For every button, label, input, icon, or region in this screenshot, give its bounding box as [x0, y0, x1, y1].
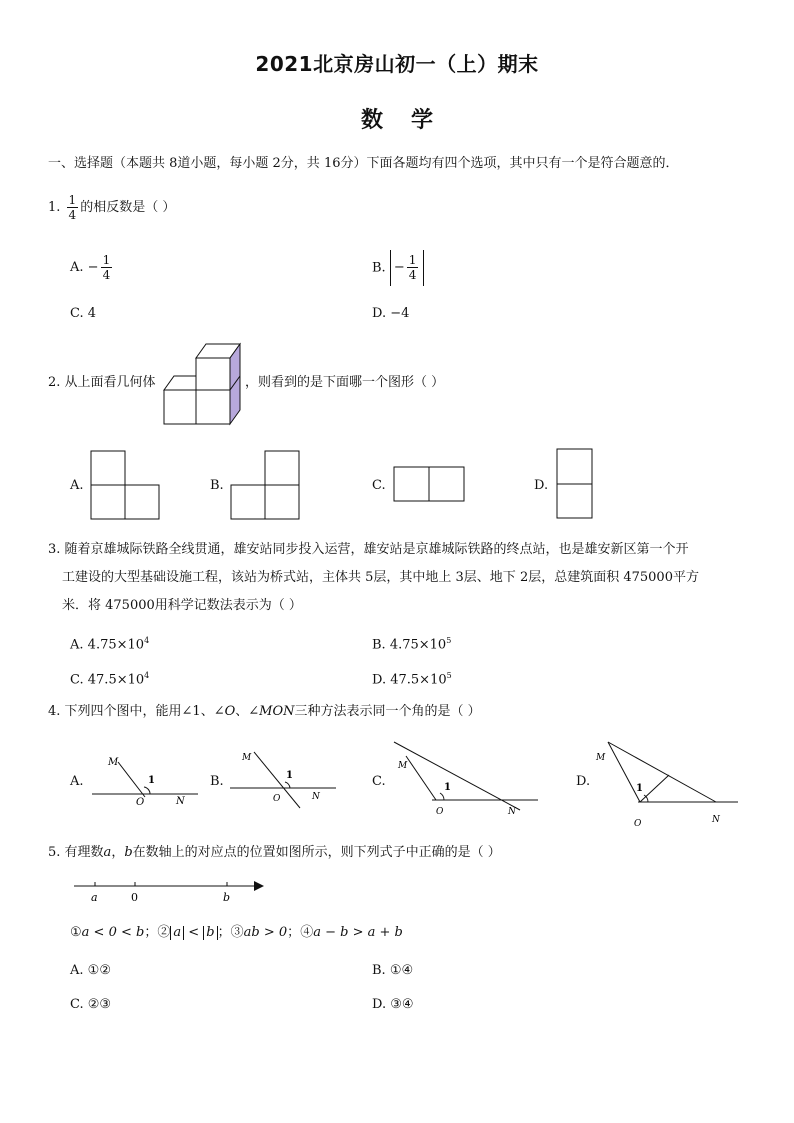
front-face [164, 390, 196, 424]
q4-option-a-label[interactable]: A. [70, 774, 84, 789]
label-m: M [242, 753, 252, 763]
label-m: M [398, 761, 408, 771]
q2-option-d-figure[interactable] [556, 448, 594, 520]
option-label: B. [372, 260, 386, 276]
question-2-stem-head: 2. 从上面看几何体 [48, 375, 156, 390]
math-symbol: a [103, 845, 112, 860]
q1-option-a[interactable] [70, 250, 114, 286]
q4-option-c-label[interactable]: C. [372, 774, 386, 789]
fraction-denominator: 4 [102, 268, 111, 282]
axis-label-zero: 0 [131, 891, 138, 904]
minus-sign: − [87, 260, 99, 275]
option-label: C. [70, 306, 84, 321]
q2-option-b-label[interactable]: B. [210, 478, 224, 493]
option-value: ①② [87, 963, 111, 978]
abs-b: b [203, 926, 217, 940]
option-label: A. [70, 637, 84, 653]
q4-option-a-figure[interactable] [90, 752, 200, 810]
label-o: O [273, 794, 281, 804]
label-o: O [136, 797, 145, 808]
section-heading: 一、选择题（本题共 8道小题，每小题 2分，共 16分）下面各题均有四个选项，其中只有一个是符合题意的． [48, 156, 679, 171]
stem-text: 的相反数是（ ） [80, 200, 176, 215]
exponent: 4 [144, 636, 150, 645]
label-n: N [176, 796, 185, 807]
label-n: N [508, 807, 516, 817]
q5-option-d[interactable] [372, 996, 414, 1014]
stem-text: 、∠ [235, 704, 260, 719]
q3-option-d[interactable] [372, 667, 452, 689]
q2-option-c-label[interactable]: C. [372, 478, 386, 493]
exponent: 5 [446, 636, 452, 645]
statement-marker: ① [70, 925, 82, 940]
option-value: 47.5×10 [87, 672, 145, 688]
number-line [70, 876, 270, 910]
question-3-line-1: 3. 随着京雄城际铁路全线贯通，雄安站同步投入运营，雄安站是京雄城际铁路的终点站，也是雄安新区第一个开 [48, 542, 689, 557]
option-label: A. [70, 963, 84, 978]
q4-option-b-label[interactable]: B. [210, 774, 224, 789]
option-value: −4 [390, 306, 410, 321]
q4-option-d-figure[interactable] [592, 740, 742, 830]
arrow-head [254, 881, 264, 891]
stem-text: ， [111, 845, 125, 860]
q2-option-a-label[interactable]: A. [70, 478, 84, 493]
option-label: D. [372, 672, 387, 688]
q5-option-c[interactable] [70, 996, 111, 1014]
option-value: 4.75×10 [389, 637, 447, 653]
statement-marker: ② [157, 925, 171, 940]
question-3-line-2: 工建设的大型基础设施工程，该站为桥式站，主体共 5层，其中地上 3层、地下 2层，总建筑面积 475000平方 [62, 570, 699, 585]
axis-label-b: b [223, 891, 231, 904]
option-value: ③④ [390, 997, 414, 1012]
q4-option-b-figure[interactable] [228, 748, 340, 810]
label-o: O [634, 819, 642, 829]
page-title: 2021北京房山初一（上）期末 [255, 52, 539, 76]
fraction-numerator: 1 [408, 253, 417, 267]
option-label: B. [372, 637, 386, 653]
fraction-numerator: 1 [102, 253, 111, 267]
front-face [196, 390, 230, 424]
option-label: B. [372, 963, 386, 978]
q1-option-b[interactable] [372, 250, 424, 287]
q3-option-c[interactable] [70, 667, 149, 689]
exponent: 5 [446, 671, 452, 680]
label-n: N [312, 792, 320, 802]
option-label: D. [372, 997, 387, 1012]
math-symbol: b [124, 845, 133, 860]
math-symbol: MON [259, 704, 295, 719]
abs-a: a [170, 926, 184, 940]
solid-figure [160, 340, 244, 426]
question-5-stem [48, 844, 501, 862]
option-value: ②③ [87, 997, 112, 1012]
label-n: N [712, 815, 720, 825]
option-value: 4.75×10 [87, 637, 145, 653]
statement-expr: a − b > a + b [313, 925, 403, 940]
statement-expr: ab > 0 [243, 925, 288, 940]
statement-expr: a < 0 < b [81, 925, 145, 940]
q2-option-a-figure[interactable] [90, 450, 162, 522]
separator: ； [217, 925, 231, 940]
q5-option-b[interactable] [372, 962, 413, 980]
option-label: C. [70, 997, 84, 1012]
stem-text: 三种方法表示同一个角的是（ ） [294, 704, 481, 719]
q2-option-d-label[interactable]: D. [534, 478, 549, 493]
front-face [196, 358, 230, 390]
question-4-stem [48, 703, 481, 721]
statement-marker: ④ [300, 925, 314, 940]
q1-option-c[interactable] [70, 305, 96, 323]
stem-text: 在数轴上的对应点的位置如图所示，则下列式子中正确的是（ ） [132, 845, 501, 860]
q1-option-d[interactable] [372, 305, 409, 323]
option-value: 47.5×10 [390, 672, 447, 688]
option-value: ①④ [389, 963, 414, 978]
label-m: M [108, 757, 119, 768]
option-label: C. [70, 672, 84, 688]
side-face [230, 344, 240, 424]
option-label: A. [70, 260, 84, 275]
label-m: M [596, 753, 606, 763]
statements [70, 924, 403, 942]
label-1: 1 [636, 783, 643, 794]
option-label: D. [372, 306, 387, 321]
q3-option-a[interactable] [70, 632, 149, 654]
fraction [67, 193, 79, 222]
question-1-stem [48, 190, 175, 226]
less-than: < [184, 925, 204, 940]
label-1: 1 [148, 775, 155, 786]
separator: ； [287, 925, 301, 940]
fraction [101, 253, 113, 282]
math-symbol: O [224, 704, 236, 719]
subject-title: 数学 [360, 108, 461, 133]
q2-option-b-figure[interactable] [230, 450, 302, 522]
q4-option-d-label[interactable]: D. [576, 774, 591, 789]
q3-option-b[interactable] [372, 632, 451, 654]
axis-label-a: a [91, 891, 98, 904]
option-value: 4 [87, 306, 97, 321]
fraction-denominator: 4 [68, 208, 77, 222]
exponent: 4 [144, 671, 150, 680]
fraction [407, 253, 419, 282]
statement-marker: ③ [230, 925, 244, 940]
fraction-denominator: 4 [408, 268, 417, 282]
separator: ； [144, 925, 158, 940]
question-3-line-3: 米．将 475000用科学记数法表示为（ ） [62, 598, 302, 613]
question-2-stem-tail: ，则看到的是下面哪一个图形（ ） [245, 375, 445, 390]
q5-option-a[interactable] [70, 962, 111, 980]
q4-option-c-figure[interactable] [388, 738, 542, 818]
fraction-numerator: 1 [68, 193, 77, 207]
label-1: 1 [286, 770, 293, 781]
stem-text: 4. 下列四个图中，能用∠1、∠ [48, 704, 225, 719]
minus-sign: − [393, 260, 405, 275]
absolute-value [390, 250, 425, 286]
stem-text: 5. 有理数 [48, 845, 104, 860]
question-number: 1. [48, 200, 61, 215]
label-o: O [436, 807, 444, 817]
q2-option-c-figure[interactable] [393, 466, 465, 504]
label-1: 1 [444, 782, 451, 793]
